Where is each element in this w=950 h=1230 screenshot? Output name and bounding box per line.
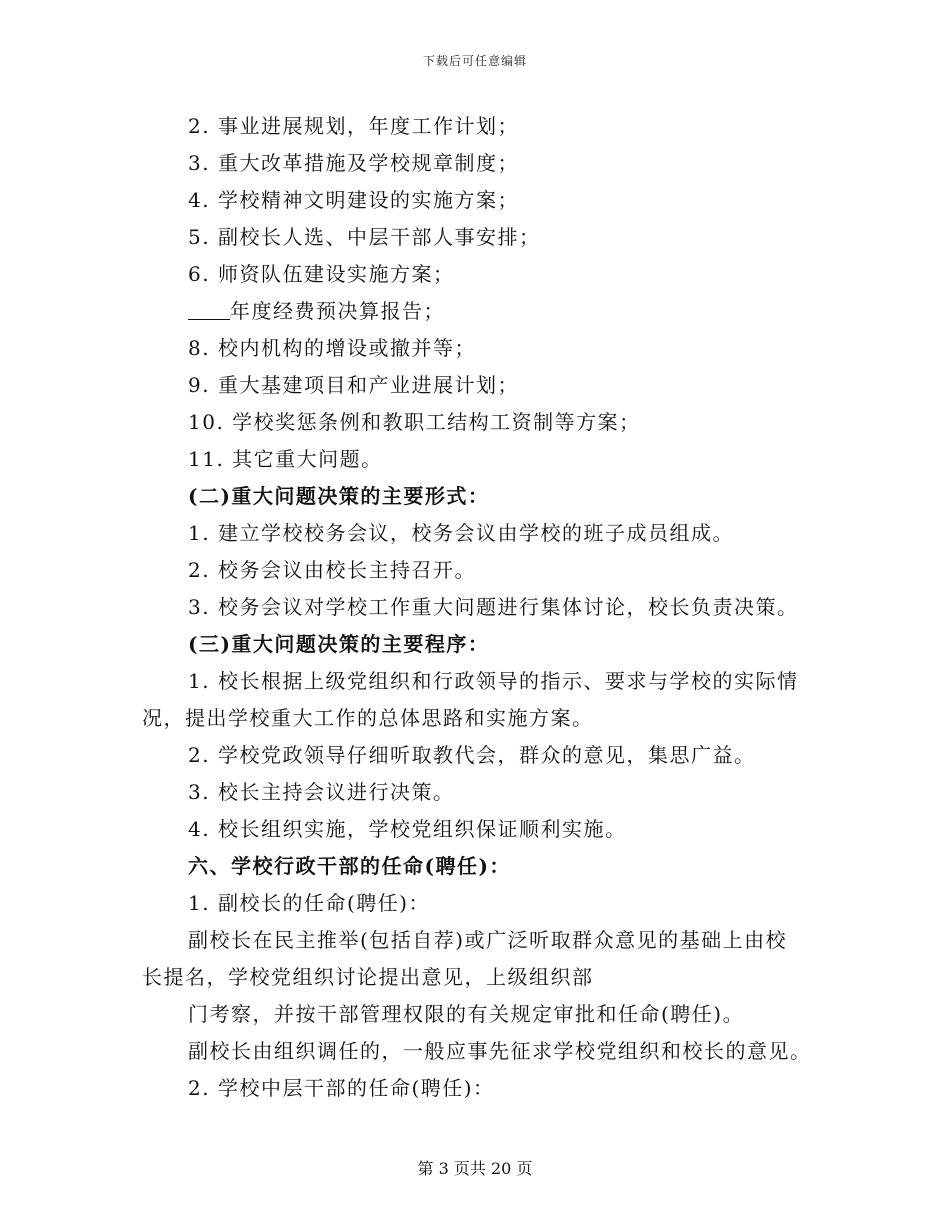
line-text: 4. 学校精神文明建设的实施方案； (188, 188, 519, 212)
text-line (142, 256, 822, 293)
line-text: 副校长在民主推举(包括自荐)或广泛听取群众意见的基础上由校 (188, 928, 788, 952)
page-header-note: 下载后可任意编辑 (422, 54, 527, 68)
line-text: 副校长由组织调任的，一般应事先征求学校党组织和校长的意见。 (188, 1039, 812, 1063)
line-text: 长提名，学校党组织讨论提出意见，上级组织部 (142, 965, 594, 989)
text-line (142, 700, 822, 737)
line-text: 1. 副校长的任命(聘任)： (188, 891, 431, 915)
line-text: 1. 校长根据上级党组织和行政领导的指示、要求与学校的实际情 (188, 669, 799, 693)
line-text: 2. 事业进展规划，年度工作计划； (188, 114, 519, 138)
line-text: (二)重大问题决策的主要形式： (188, 484, 490, 508)
text-line (142, 737, 822, 774)
line-text: 3. 重大改革措施及学校规章制度； (188, 151, 519, 175)
text-line (142, 219, 822, 256)
text-line (142, 552, 822, 589)
line-text: 8. 校内机构的增设或撤并等； (188, 336, 476, 360)
fill-in-blank (188, 299, 230, 320)
text-line (142, 996, 822, 1033)
text-line (142, 330, 822, 367)
text-line (142, 589, 822, 626)
line-text: 3. 校务会议对学校工作重大问题进行集体讨论，校长负责决策。 (188, 595, 799, 619)
line-text: (三)重大问题决策的主要程序： (188, 632, 490, 656)
line-text: 5. 副校长人选、中层干部人事安排； (188, 225, 541, 249)
line-text: 10. 学校奖惩条例和教职工结构工资制等方案； (188, 410, 641, 434)
text-line (142, 404, 822, 441)
line-text: 2. 校务会议由校长主持召开。 (188, 558, 476, 582)
text-line (142, 885, 822, 922)
text-line (142, 478, 822, 515)
line-text: 9. 重大基建项目和产业进展计划； (188, 373, 519, 397)
line-text: 11. 其它重大问题。 (188, 447, 383, 471)
text-line (142, 1033, 822, 1070)
text-line (142, 959, 822, 996)
text-line (142, 848, 822, 885)
text-line (142, 367, 822, 404)
text-line (142, 774, 822, 811)
line-text: 3. 校长主持会议进行决策。 (188, 780, 455, 804)
text-line (142, 182, 822, 219)
line-text: 况，提出学校重大工作的总体思路和实施方案。 (142, 706, 594, 730)
line-text: 2. 学校党政领导仔细听取教代会，群众的意见，集思广益。 (188, 743, 756, 767)
text-line (142, 441, 822, 478)
line-text: 年度经费预决算报告； (230, 299, 445, 323)
line-text: 6. 师资队伍建设实施方案； (188, 262, 455, 286)
line-text: 2. 学校中层干部的任命(聘任)： (188, 1076, 495, 1100)
document-body (142, 108, 822, 1107)
text-line (142, 1070, 822, 1107)
text-line (142, 626, 822, 663)
line-text: 门考察，并按干部管理权限的有关规定审批和任命(聘任)。 (188, 1002, 745, 1026)
line-text: 4. 校长组织实施，学校党组织保证顺利实施。 (188, 817, 627, 841)
text-line (142, 293, 822, 330)
page-number-footer: 第 3 页共 20 页 (417, 1159, 533, 1178)
text-line (142, 108, 822, 145)
line-text: 1. 建立学校校务会议，校务会议由学校的班子成员组成。 (188, 521, 734, 545)
text-line (142, 145, 822, 182)
text-line (142, 663, 822, 700)
line-text: 六、学校行政干部的任命(聘任)： (188, 854, 511, 878)
text-line (142, 515, 822, 552)
text-line (142, 811, 822, 848)
text-line (142, 922, 822, 959)
